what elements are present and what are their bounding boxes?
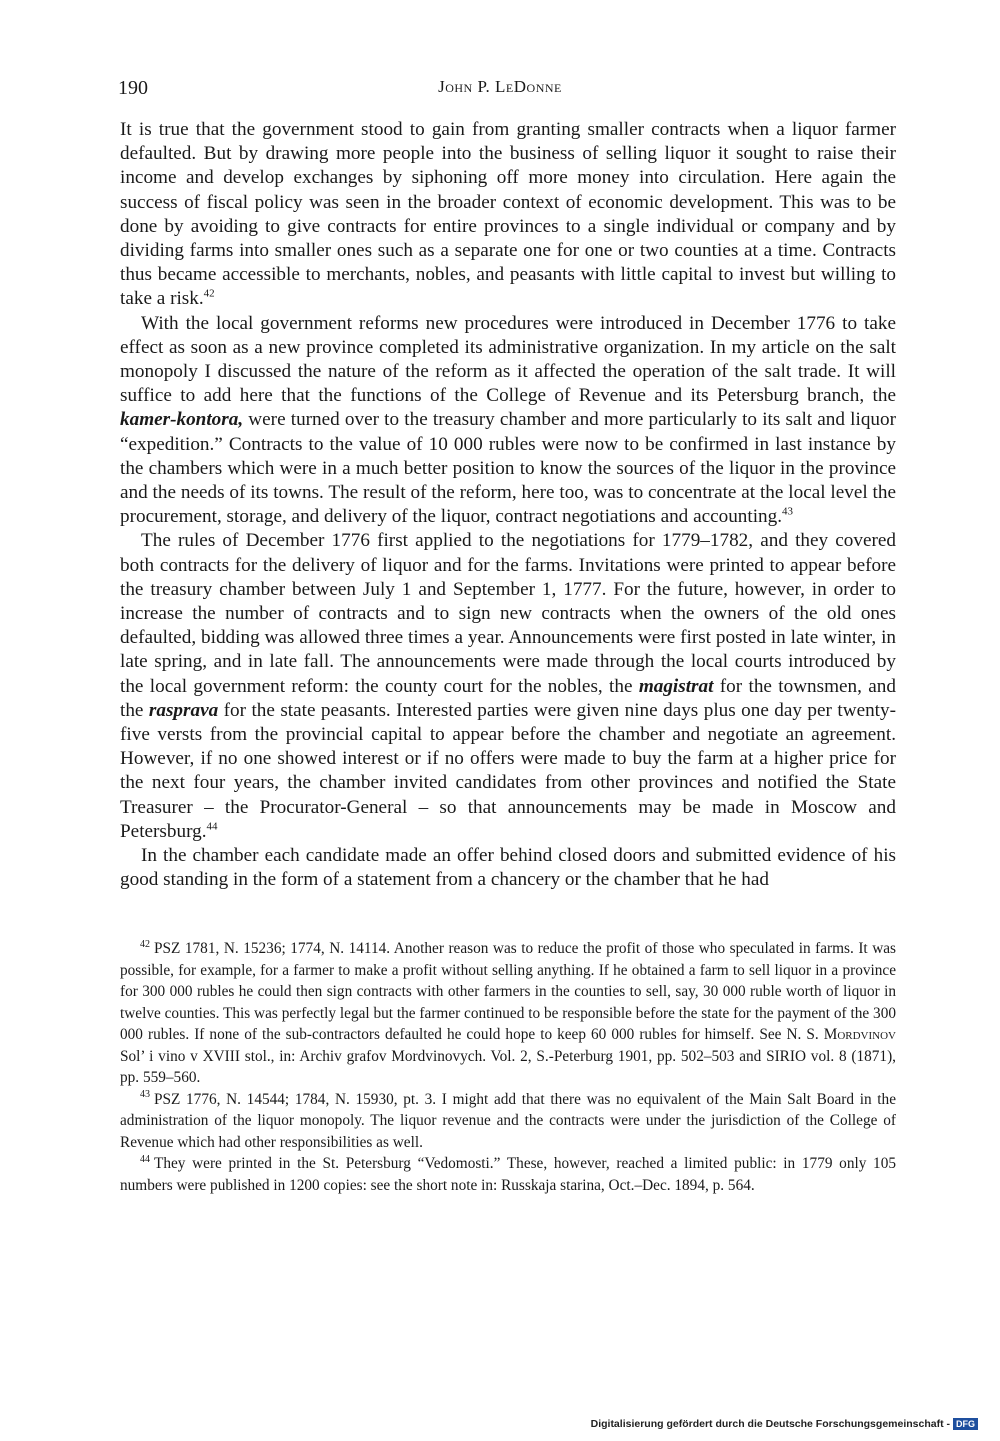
footnote-text: They were printed in the St. Petersburg “Vedomosti.” These, however, reached a limited public: in 1779 only 105 numbers were published in 1200 copies: see the short note in: Russkaja starina, Oct.–Dec. 1894, p. 564. (120, 1155, 896, 1194)
paragraph-text: for the townsmen, and the (120, 675, 896, 721)
author-name: Mordvinov (823, 1026, 896, 1043)
credit-text: Digitalisierung gefördert durch die Deutsche Forschungsgemeinschaft - (590, 1418, 950, 1430)
page-number: 190 (118, 77, 148, 99)
body-text (120, 118, 896, 893)
footnote-ref: 44 (206, 820, 218, 833)
footnote-43 (120, 1089, 896, 1154)
footnotes (120, 938, 896, 1196)
footnote-44 (120, 1153, 896, 1196)
italic-term: magistrat (638, 675, 714, 697)
running-head: John P. LeDonne (438, 77, 562, 96)
paragraph-text: With the local government reforms new procedures were introduced in December 1776 to take effect as soon as a new province completed its administrative organization. In my article on the salt monopoly I discussed the nature of the reform as it affected the operation of the salt trade. It will suffice to add here that the functions of the College of Revenue and its Petersburg branch, the (120, 312, 896, 407)
paragraph-text: In the chamber each candidate made an offer behind closed doors and submitted evidence of his good standing in the form of a statement from a chancery or the chamber that he had (120, 845, 896, 891)
footnote-mark: 43 (140, 1089, 150, 1101)
digitization-credit (591, 1418, 978, 1430)
paragraph-text: The rules of December 1776 first applied to the negotiations for 1779–1782, and they covered both contracts for the delivery of liquor and for the farms. Invitations were printed to appear before the treasury chamber between July 1 and September 1, 1777. For the future, however, in order to increase the number of contracts and to sign new contracts when the owners of the old ones defaulted, bidding was allowed three times a year. Announcements were first posted in late winter, in late spring, and in late fall. The announcements were made through the local courts introduced by the local government reform: the county court for the nobles, the (120, 530, 896, 697)
footnote-text: Sol’ i vino v XVIII stol., in: Archiv grafov Mordvinovych. Vol. 2, S.-Peterburg 1901, pp. 502–503 and SIRIO vol. 8 (1871), pp. 559–560. (120, 1047, 896, 1086)
footnote-ref: 43 (782, 505, 794, 518)
footnote-text: PSZ 1781, N. 15236; 1774, N. 14114. Another reason was to reduce the profit of those who speculated in farms. It was possible, for example, for a farmer to make a profit without selling anything. If he obtained a farm to sell liquor in a province for 300 000 rubles he could then sign contracts with other farmers in the counties to sell, say, 30 000 ruble worth of liquor in twelve counties. This was perfectly legal but the farmer continued to be responsible before the state for the payment of the 300 000 rubles. If none of the sub-contractors defaulted he could hope to keep 60 000 rubles for himself. See N. S. (120, 940, 896, 1043)
footnote-mark: 44 (140, 1153, 150, 1165)
paragraph-3 (120, 529, 896, 844)
paragraph-2 (120, 312, 896, 530)
footnote-42 (120, 938, 896, 1089)
paragraph-text: It is true that the government stood to gain from granting smaller contracts when a liquor farmer defaulted. But by drawing more people into the business of selling liquor it sought to raise their income and develop exchanges by siphoning off more money into circulation. Here again the success of fiscal policy was seen in the broader context of economic development. This was to be done by avoiding to give contracts for entire provinces to a single individual or company and by dividing farms into smaller ones such as a separate one for one or two counties at a time. Contracts thus became accessible to merchants, nobles, and peasants with little capital to invest but willing to take a risk. (120, 119, 896, 310)
paragraph-text: for the state peasants. Interested parties were given nine days plus one day per twenty-five versts from the provincial capital to appear before the chamber and negotiate an agreement. However, if no one showed interest or if no offers were made to buy the farm at a higher price for the next four years, the chamber invited candidates from other provinces and notified the State Treasurer – the Procurator-General – so that announcements may be made in Moscow and Petersburg. (120, 699, 896, 842)
footnote-mark: 42 (140, 938, 150, 950)
paragraph-4 (120, 844, 896, 892)
italic-term: kamer-kontora, (120, 409, 244, 431)
dfg-logo: DFG (953, 1418, 978, 1430)
footnote-text: PSZ 1776, N. 14544; 1784, N. 15930, pt. 3. I might add that there was no equivalent of the Main Salt Board in the administration of the liquor monopoly. The liquor revenue and the contracts were under the jurisdiction of the College of Revenue which had other responsibilities as well. (120, 1090, 896, 1151)
paragraph-1 (120, 118, 896, 312)
italic-term: rasprava (148, 699, 219, 721)
footnote-ref: 42 (203, 288, 215, 301)
paragraph-text: were turned over to the treasury chamber and more particularly to its salt and liquor “expedition.” Contracts to the value of 10 000 rubles were now to be confirmed in last instance by the chambers which were in a much better position to know the sources of the liquor in the province and the needs of its towns. The result of the reform, here too, was to concentrate at the local level the procurement, storage, and delivery of the liquor, contract negotiations and accounting. (120, 409, 896, 528)
